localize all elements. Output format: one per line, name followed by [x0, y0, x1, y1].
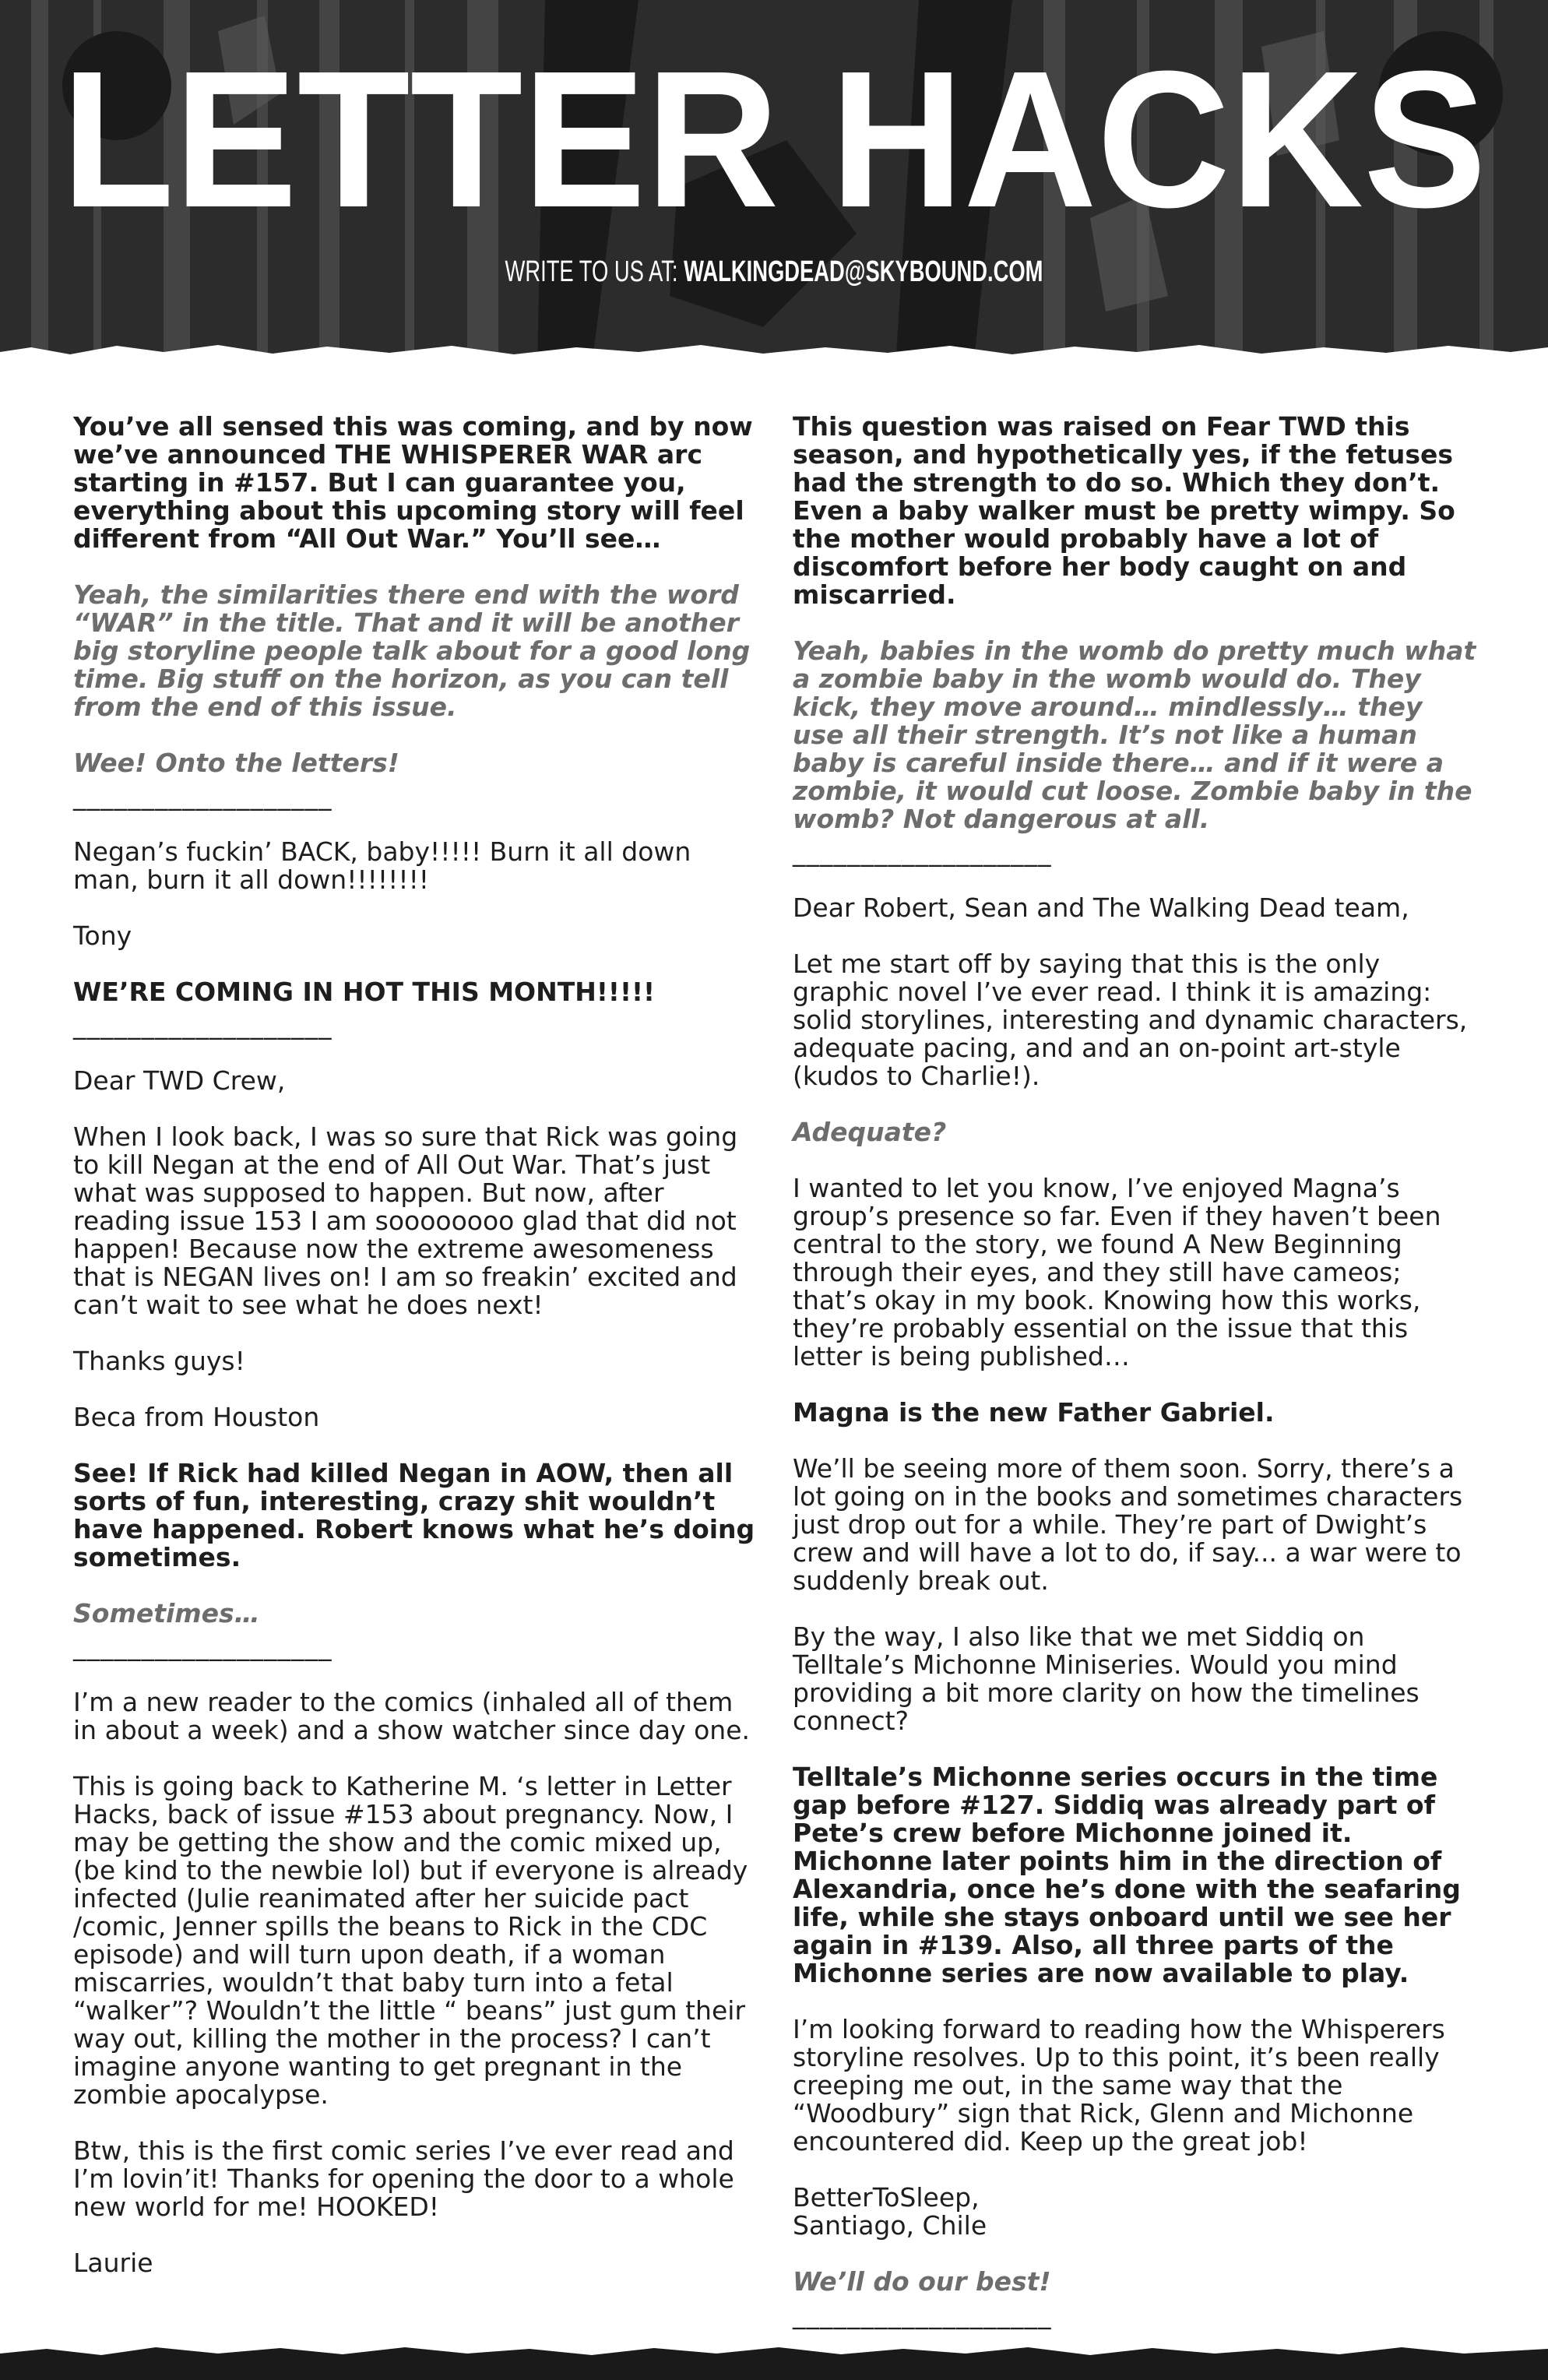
reader-letter: Thanks guys! — [73, 1346, 245, 1376]
editor-comment: We’ll do our best! — [793, 2266, 1051, 2297]
reader-letter: I’m a new reader to the comics (inhaled all of them in about a week) and a show watcher since day one. — [73, 1687, 750, 1745]
editor-reply: Magna is the new Father Gabriel. — [793, 1397, 1275, 1428]
reader-letter: Dear Robert, Sean and The Walking Dead team, — [793, 892, 1409, 923]
editor-comment: Sometimes… — [73, 1598, 260, 1628]
letter-separator: ___________________ — [73, 780, 332, 811]
reader-letter: We’ll be seeing more of them soon. Sorry, there’s a lot going on in the books and sometimes characters just drop out for a while. They’re part of Dwight’s crew and will have a lot to do, if say... a war were to suddenly break out. — [793, 1453, 1463, 1596]
svg-text:LETTER HACKS: LETTER HACKS — [62, 43, 1486, 248]
reader-letter: Beca from Houston — [73, 1402, 320, 1432]
contact-prefix: WRITE TO US AT: — [505, 255, 684, 288]
reader-letter: By the way, I also like that we met Siddiq on Telltale’s Michonne Miniseries. Would you mind providing a bit more clarity on how the timelines connect? — [793, 1621, 1420, 1736]
editor-reply: This question was raised on Fear TWD this season, and hypothetically yes, if the fetuses had the strength to do so. Which they don’t. Even a baby walker must be pretty wimpy. So the mother would probably have a lot of discomfort before her body caught on and miscarried. — [793, 411, 1455, 610]
reader-letter: Negan’s fuckin’ BACK, baby!!!!! Burn it all down man, burn it all down!!!!!!!! — [73, 836, 691, 895]
editor-reply: Telltale’s Michonne series occurs in the time gap before #127. Siddiq was already part of Pete’s crew before Michonne joined it. Michonne later points him in the direction of Alexandria, once he’s done with the seafaring life, while she stays onboard until we see her again in #139. Also, all three parts of the Michonne series are now available to play. — [793, 1762, 1461, 1988]
page-footer-border — [0, 2343, 1548, 2380]
reader-letter: Btw, this is the first comic series I’ve ever read and I’m lovin’it! Thanks for opening the door to a whole new world for me! HOOKED! — [73, 2135, 734, 2222]
reader-letter: Dear TWD Crew, — [73, 1065, 286, 1096]
reader-letter: Laurie — [73, 2248, 153, 2278]
editor-reply: WE’RE COMING IN HOT THIS MONTH!!!!! — [73, 977, 656, 1007]
reader-letter: This is going back to Katherine M. ‘s letter in Letter Hacks, back of issue #153 about pregnancy. Now, I may be getting the show and the comic mixed up, (be kind to the newbie lol) but if everyone is already infected (Julie reanimated after her suicide pact /comic, Jenner spills the beans to Rick in the CDC episode) and will turn upon death, if a woman miscarries, wouldn’t that baby turn into a fetal “walker”? Wouldn’t the little “ beans” just gum their way out, killing the mother in the process? I can’t imagine anyone wanting to get pregnant in the zombie apocalypse. — [73, 1771, 748, 2110]
letter-separator: ___________________ — [793, 2299, 1052, 2329]
reader-letter: When I look back, I was so sure that Rick was going to kill Negan at the end of All Out War. That’s just what was supposed to happen. But now, after reading issue 153 I am soooooooo glad that did not happen! Because now the extreme awesomeness that is NEGAN lives on! I am so freakin’ excited and can’t wait to see what he does next! — [73, 1121, 738, 1320]
reader-letter: Let me start off by saying that this is the only graphic novel I’ve ever read. I think it is amazing: solid storylines, interesting and dynamic characters, adequate pacing, and and an on-point art-style (kudos to Charlie!). — [793, 949, 1468, 1091]
editor-comment: Yeah, babies in the womb do pretty much what a zombie baby in the womb would do. They kick, they move around… mindlessly… they use all their strength. It’s not like a human baby is careful inside there… and if it were a zombie, it would cut loose. Zombie baby in the womb? Not dangerous at all. — [793, 635, 1476, 834]
page-title — [0, 43, 1548, 276]
right-column — [793, 413, 1478, 2357]
letter-separator: ___________________ — [793, 836, 1052, 867]
reader-letter: I wanted to let you know, I’ve enjoyed Magna’s group’s presence so far. Even if they haven’t been central to the story, we found A New Beginning through their eyes, and they still have cameos; that’s okay in my book. Knowing how this works, they’re probably essential on the issue that this letter is being published… — [793, 1173, 1441, 1371]
editor-comment: Wee! Onto the letters! — [73, 748, 399, 778]
page-header — [0, 0, 1548, 366]
editor-reply: See! If Rick had killed Negan in AOW, then all sorts of fun, interesting, crazy shit wouldn’t have happened. Robert knows what he’s doing sometimes. — [73, 1458, 755, 1572]
letter-separator: ___________________ — [73, 1009, 332, 1040]
letter-separator: ___________________ — [73, 1631, 332, 1661]
editor-reply: You’ve all sensed this was coming, and by now we’ve announced THE WHISPERER WAR arc starting in #157. But I can guarantee you, everything about this upcoming story will feel different from “All Out War.” You’ll see… — [73, 411, 753, 554]
editor-comment: Yeah, the similarities there end with the word “WAR” in the title. That and it will be another big storyline people talk about for a good long time. Big stuff on the horizon, as you can tell from the end of this issue. — [73, 579, 751, 722]
reader-letter: I’m looking forward to reading how the Whisperers storyline resolves. Up to this point, it’s been really creeping me out, in the same way that the “Woodbury” sign that Rick, Glenn and Michonne encountered did. Keep up the great job! — [793, 2014, 1445, 2156]
reader-letter: Tony — [73, 921, 132, 951]
reader-letter: BetterToSleep, Santiago, Chile — [793, 2182, 987, 2241]
contact-line — [216, 255, 1331, 289]
left-column — [73, 413, 758, 2305]
editor-comment: Adequate? — [793, 1117, 947, 1147]
contact-email: WALKINGDEAD@SKYBOUND.COM — [684, 255, 1043, 288]
